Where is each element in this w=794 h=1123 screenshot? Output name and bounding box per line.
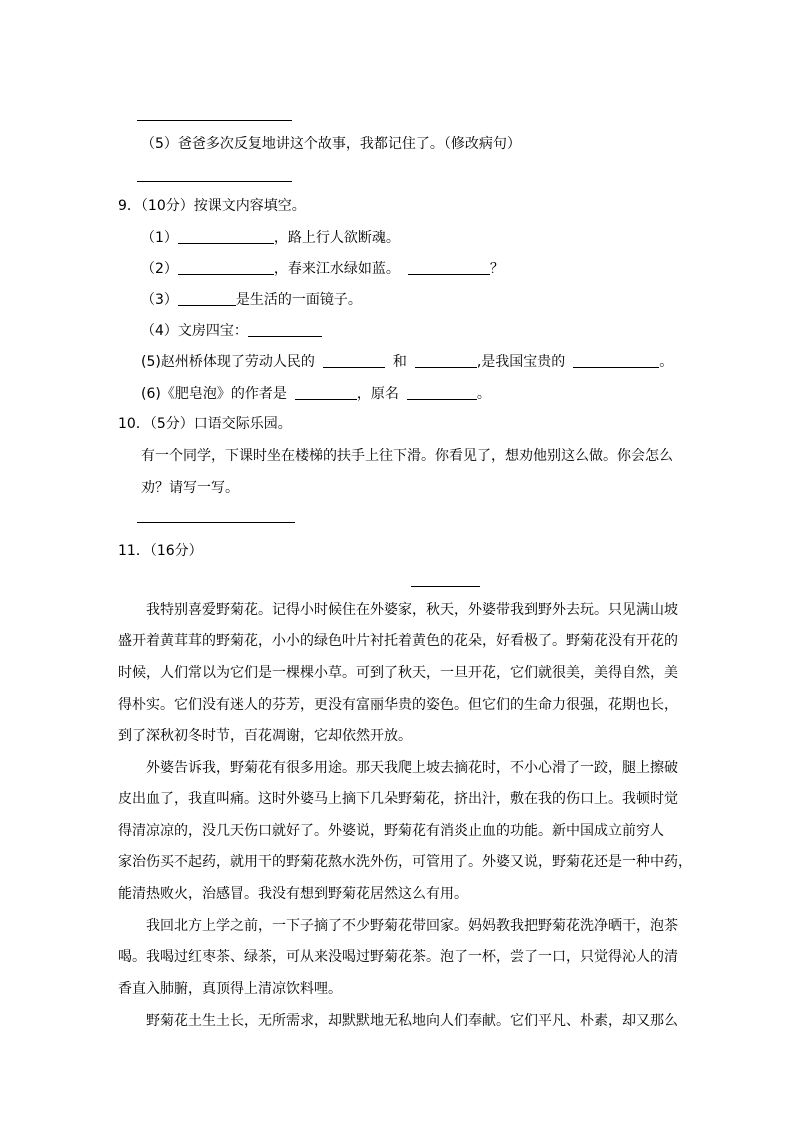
paragraph-line: 盛开着黄茸茸的野菊花，小小的绿色叶片衬托着黄色的花朵，好看极了。野菊花没有开花的 [118, 633, 678, 649]
answer-line[interactable] [137, 522, 295, 523]
item-label: （3） [141, 292, 178, 308]
q9-item1 [141, 229, 400, 247]
fill-blank[interactable] [573, 353, 659, 368]
item-label: （1） [141, 230, 178, 246]
fill-blank[interactable] [248, 322, 322, 337]
q9-item2 [141, 260, 504, 278]
paragraph-line: 得朴实。它们没有迷人的芬芳，更没有富丽华贵的姿色。但它们的生命力很强，花期也长， [118, 697, 678, 713]
q9-item5 [141, 353, 673, 371]
item-label: （4）文房四宝： [141, 323, 248, 339]
answer-line[interactable] [137, 120, 292, 121]
item-text: ，路上行人欲断魂。 [273, 230, 400, 246]
title-blank[interactable] [411, 586, 480, 587]
item-text: 是生活的一面镜子。 [235, 292, 362, 308]
item-text: ,是我国宝贵的 [476, 354, 566, 370]
paragraph-line: 到了深秋初冬时节，百花凋谢，它却依然开放。 [118, 728, 412, 744]
fill-blank[interactable] [407, 385, 477, 400]
item-label: (6)《肥皂泡》的作者是 [141, 386, 287, 402]
item-text: 。 [659, 354, 674, 370]
fill-blank[interactable] [295, 385, 357, 400]
item-text: ，原名 [356, 386, 399, 402]
q10-line2: 劝？请写一写。 [141, 480, 239, 496]
paragraph-line: 时候，人们常以为它们是一棵棵小草。可到了秋天，一旦开花，它们就很美，美得自然，美 [118, 665, 678, 681]
paragraph-line: 皮出血了，我直叫痛。这时外婆马上摘下几朵野菊花，挤出汁，敷在我的伤口上。我顿时觉 [118, 791, 678, 807]
q10-line1: 有一个同学，下课时坐在楼梯的扶手上往下滑。你看见了，想劝他别这么做。你会怎么 [141, 448, 673, 464]
answer-line[interactable] [137, 181, 292, 182]
fill-blank[interactable] [178, 229, 274, 244]
fill-blank[interactable] [178, 260, 274, 275]
q10-header: 10．（5分）口语交际乐园。 [118, 416, 292, 432]
fill-blank[interactable] [415, 353, 477, 368]
paragraph-line: 喝。我喝过红枣茶、绿茶，可从来没喝过野菊花茶。泡了一杯，尝了一口，只觉得沁人的清 [118, 949, 678, 965]
paragraph-line: 野菊花土生土长，无所需求，却默默地无私地向人们奉献。它们平凡、朴素，却又那么 [146, 1013, 678, 1029]
item-label: (5)赵州桥体现了劳动人民的 [141, 354, 315, 370]
item-text: ，春来江水绿如蓝。 [273, 261, 400, 277]
item-text: 。 [476, 386, 491, 402]
paragraph-line: 我特别喜爱野菊花。记得小时候住在外婆家，秋天，外婆带我到野外去玩。只见满山坡 [146, 602, 678, 618]
item-text: ？ [489, 261, 504, 277]
q11-header: 11．（16分） [118, 543, 203, 559]
paragraph-line: 外婆告诉我，野菊花有很多用途。那天我爬上坡去摘花时，不小心滑了一跤，腿上擦破 [146, 760, 678, 776]
q9-header: 9．（10分）按课文内容填空。 [118, 198, 306, 214]
q9-item3 [141, 291, 362, 309]
paragraph-line: 能清热败火，治感冒。我没有想到野菊花居然这么有用。 [118, 886, 468, 902]
fill-blank[interactable] [408, 260, 490, 275]
item-text: 和 [392, 354, 407, 370]
paragraph-line: 家治伤买不起药，就用干的野菊花熬水洗外伤，可管用了。外婆又说，野菊花还是一种中药， [118, 854, 692, 870]
fill-blank[interactable] [323, 353, 385, 368]
item-label: （2） [141, 261, 178, 277]
fill-blank[interactable] [178, 291, 236, 306]
paragraph-line: 香直入肺腑，真顶得上清凉饮料哩。 [118, 981, 342, 997]
paragraph-line: 得清凉凉的，没几天伤口就好了。外婆说，野菊花有消炎止血的功能。新中国成立前穷人 [118, 823, 664, 839]
q9-item6 [141, 385, 491, 403]
q9-item4 [141, 322, 322, 340]
paragraph-line: 我回北方上学之前，一下子摘了不少野菊花带回家。妈妈教我把野菊花洗净晒干，泡茶 [146, 918, 678, 934]
q8-item5: （5）爸爸多次反复地讲这个故事，我都记住了。（修改病句） [141, 136, 521, 152]
